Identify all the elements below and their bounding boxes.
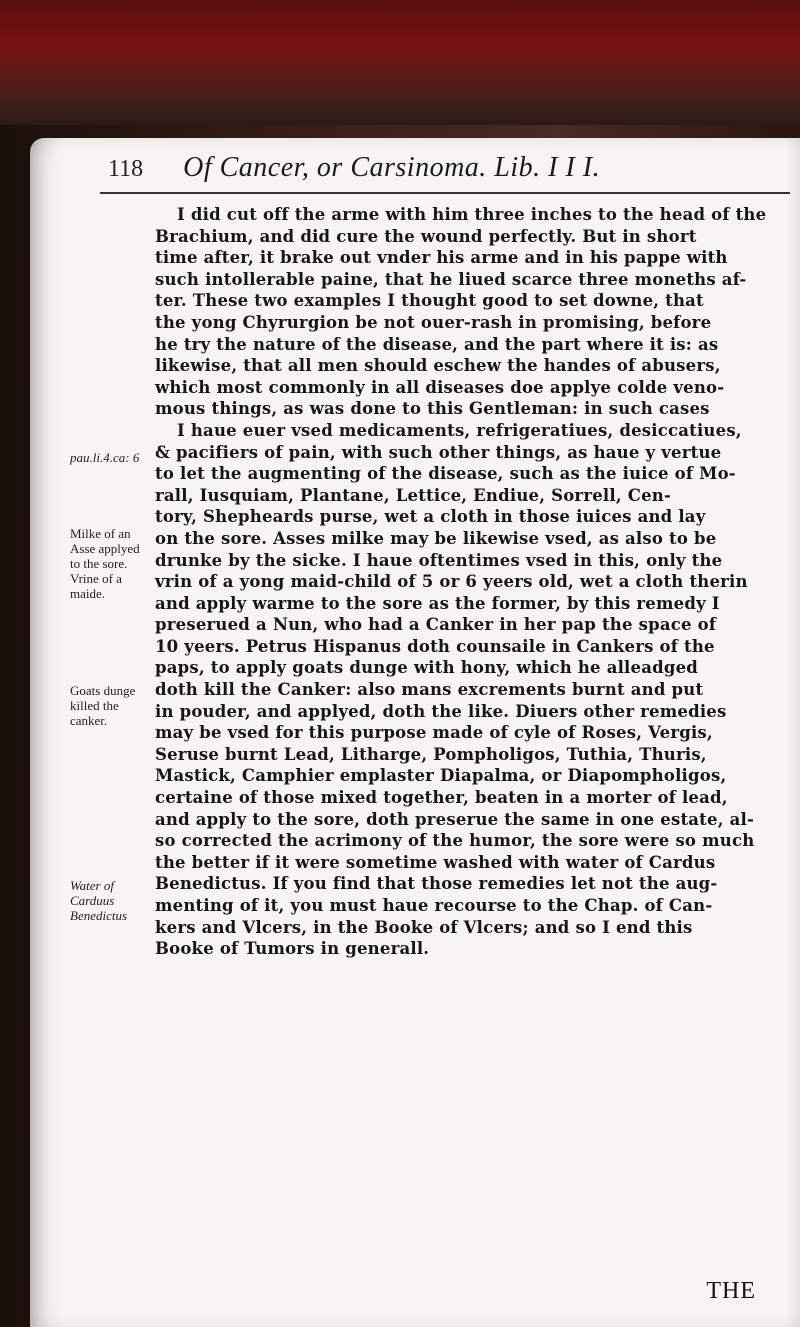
text-line: tory, Shepheards purse, wet a cloth in those iuices and lay xyxy=(155,507,706,527)
text-line: menting of it, you must haue recourse to the Chap. of Can- xyxy=(155,896,713,915)
text-line: the yong Chyrurgion be not ouer-rash in promising, before xyxy=(155,312,712,332)
text-line: time after, it brake out vnder his arme and in his pappe with xyxy=(155,248,728,268)
body-text xyxy=(155,204,800,960)
page-header xyxy=(100,152,780,192)
page-content xyxy=(70,138,800,1327)
text-line: 10 yeers. Petrus Hispanus doth counsaile in Cankers of the xyxy=(155,636,715,656)
text-line: certaine of those mixed together, beaten in a morter of lead, xyxy=(155,788,728,808)
text-line: such intollerable paine, that he liued scarce three moneths af- xyxy=(155,269,747,289)
header-rule xyxy=(100,192,790,194)
text-line: which most commonly in all diseases doe applye colde veno- xyxy=(155,377,725,397)
red-cover-strip xyxy=(0,0,800,125)
running-title: Of Cancer, or Carsinoma. Lib. I I I. xyxy=(183,152,601,183)
margin-note-goats-dunge: Goats dunge killed the canker. xyxy=(70,683,136,728)
text-line: so corrected the acrimony of the humor, the sore were so much xyxy=(155,831,755,851)
text-line: may be vsed for this purpose made of cyle of Roses, Vergis, xyxy=(155,723,713,743)
catchword: THE xyxy=(706,1278,756,1304)
margin-note-asses-milke: Milke of an Asse applyed to the sore. Vrine of a maide. xyxy=(70,526,140,601)
text-line: ter. These two examples I thought good to set downe, that xyxy=(155,291,704,311)
text-line: Mastick, Camphier emplaster Diapalma, or Diapompholigos, xyxy=(155,766,727,786)
text-line: and apply warme to the sore as the former, by this remedy I xyxy=(155,593,720,613)
text-line: Benedictus. If you find that those remedies let not the aug- xyxy=(155,874,718,894)
text-line: & pacifiers of pain, with such other things, as haue y vertue xyxy=(155,442,722,462)
text-line: preserued a Nun, who had a Canker in her pap the space of xyxy=(155,615,717,635)
text-line: to let the augmenting of the disease, such as the iuice of Mo- xyxy=(155,464,736,484)
text-line: Brachium, and did cure the wound perfectly. But in short xyxy=(155,226,697,246)
text-line: he try the nature of the disease, and the part where it is: as xyxy=(155,334,719,354)
page-edge-shadow xyxy=(786,138,800,1327)
text-line: in pouder, and applyed, doth the like. Diuers other remedies xyxy=(155,701,727,721)
text-line: doth kill the Canker: also mans excrements burnt and put xyxy=(155,680,704,700)
margin-note-carduus: Water of Carduus Benedictus xyxy=(70,878,128,923)
text-line: drunke by the sicke. I haue oftentimes vsed in this, only the xyxy=(155,550,723,570)
text-line: Booke of Tumors in generall. xyxy=(155,939,430,959)
book-page xyxy=(30,138,800,1327)
text-line: rall, Iusquiam, Plantane, Lettice, Endiue, Sorrell, Cen- xyxy=(155,485,672,505)
text-line: paps, to apply goats dunge with hony, which he alleadged xyxy=(155,658,699,678)
margin-note-reference: pau.li.4.ca: 6 xyxy=(70,450,140,465)
text-line: I did cut off the arme with him three inches to the head of the xyxy=(177,205,767,224)
text-line: the better if it were sometime washed with water of Cardus xyxy=(155,852,716,872)
text-line: Seruse burnt Lead, Litharge, Pompholigos, Tuthia, Thuris, xyxy=(155,744,707,764)
text-line: on the sore. Asses milke may be likewise vsed, as also to be xyxy=(155,528,717,548)
page-number: 118 xyxy=(108,156,144,182)
text-line: likewise, that all men should eschew the handes of abusers, xyxy=(155,356,721,376)
text-line: and apply to the sore, doth preserue the same in one estate, al- xyxy=(155,809,755,829)
text-line: I haue euer vsed medicaments, refrigeratiues, desiccatiues, xyxy=(177,420,742,440)
text-line: kers and Vlcers, in the Booke of Vlcers; and so I end this xyxy=(155,917,693,937)
text-line: vrin of a yong maid-child of 5 or 6 yeers old, wet a cloth therin xyxy=(155,572,748,592)
text-line: mous things, as was done to this Gentleman: in such cases xyxy=(155,399,710,419)
